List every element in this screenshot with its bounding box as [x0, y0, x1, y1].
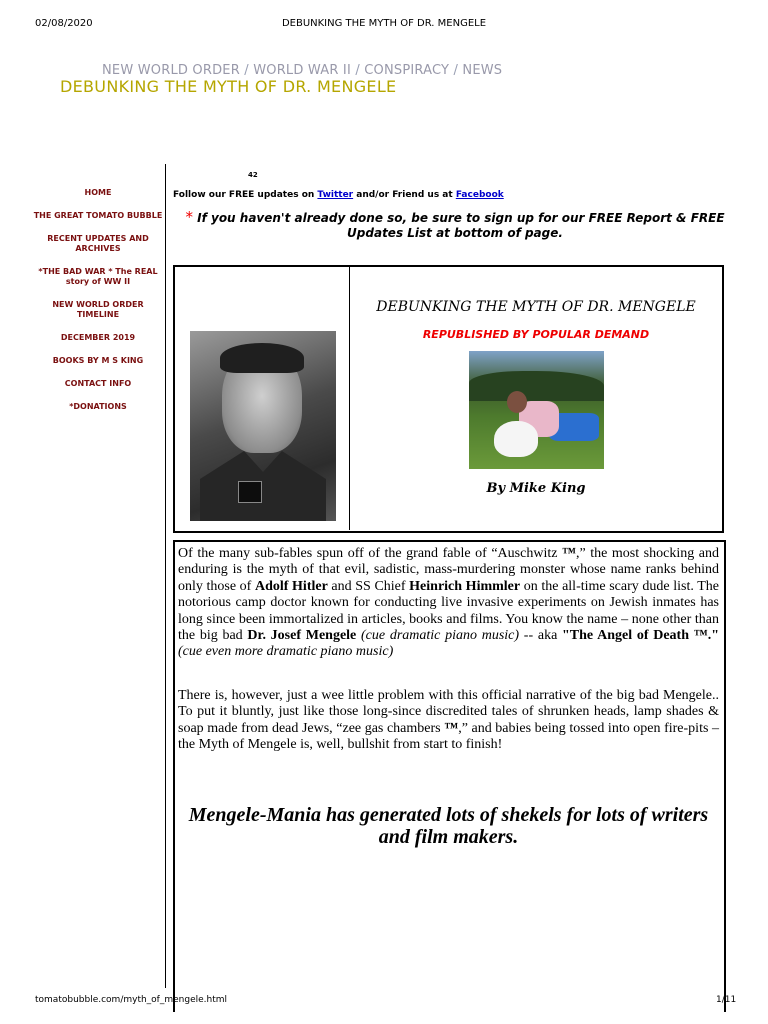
sidebar-item-december-2019[interactable]: DECEMBER 2019 — [60, 333, 136, 342]
signup-notice — [180, 210, 730, 241]
print-date: 02/08/2020 — [35, 18, 93, 29]
republished-banner: REPUBLISHED BY POPULAR DEMAND — [422, 328, 650, 341]
share-counter: 42 — [248, 171, 258, 179]
sidebar-item-books[interactable]: BOOKS BY M S KING — [52, 356, 144, 365]
follow-line — [173, 190, 504, 200]
print-title: DEBUNKING THE MYTH OF DR. MENGELE — [281, 18, 487, 29]
pull-quote: Mengele-Mania has generated lots of shekels for lots of writers and film makers. — [188, 804, 709, 848]
print-url: tomatobubble.com/myth_of_mengele.html — [35, 995, 228, 1005]
sidebar-item-contact[interactable]: CONTACT INFO — [64, 379, 132, 388]
paragraph-2: There is, however, just a wee little problem with this official narrative of the big bad Mengele.. To put it bluntly, just like those long-since discredited tales of shrunken heads, lamp shades & soap made from dead Jews, “zee gas chambers ™,” and babies being tossed into open fire-pits – the Myth of Mengele is, well, bullshit from start to finish! — [178, 688, 719, 753]
sidebar-item-recent-updates[interactable]: RECENT UPDATES AND ARCHIVES — [47, 234, 149, 253]
breadcrumb-separator: / — [239, 63, 254, 78]
byline: By Mike King — [486, 481, 586, 496]
header-box-divider — [349, 267, 350, 530]
twitter-link[interactable]: Twitter — [317, 190, 354, 200]
breadcrumb-world-war-ii[interactable]: WORLD WAR II — [253, 63, 351, 78]
breadcrumb-conspiracy[interactable]: CONSPIRACY — [364, 63, 450, 78]
asterisk: * — [185, 208, 193, 226]
breadcrumb-separator: / — [449, 63, 463, 78]
author-photo-image — [469, 351, 604, 469]
sidebar-nav — [30, 188, 166, 425]
sidebar-item-bad-war[interactable]: *THE BAD WAR * The REAL story of WW II — [38, 267, 158, 286]
signup-notice-text: If you haven't already done so, be sure to sign up for our FREE Report & FREE Updates List at bottom of page. — [192, 211, 725, 240]
sidebar-item-donations[interactable]: *DONATIONS — [69, 402, 127, 411]
site-title: DEBUNKING THE MYTH OF DR. MENGELE — [60, 77, 397, 96]
sidebar-item-great-tomato-bubble[interactable]: THE GREAT TOMATO BUBBLE — [33, 211, 163, 220]
mengele-portrait-image — [190, 331, 336, 521]
article-title: DEBUNKING THE MYTH OF DR. MENGELE — [376, 299, 696, 315]
facebook-link[interactable]: Facebook — [455, 190, 504, 200]
sidebar-item-home[interactable]: HOME — [84, 188, 112, 197]
follow-middle: and/or Friend us at — [353, 190, 456, 200]
breadcrumb-separator: / — [350, 63, 365, 78]
paragraph-1: Of the many sub-fables spun off of the grand fable of “Auschwitz ™,” the most shocking and enduring is the myth of that evil, sadistic, mass-murdering monster whose name ranks behind only those of Adolf Hitler and SS Chief Heinrich Himmler on the all-time scary dude list. The notorious camp doctor known for conducting live invasive experiments on Jewish inmates has long since been immortalized in articles, books and films. You know the name – none other than the big bad Dr. Josef Mengele (cue dramatic piano music) -- aka "The Angel of Death ™." (cue even more dramatic piano music) — [178, 546, 719, 660]
print-page-number: 1/11 — [716, 995, 737, 1005]
sidebar-item-nwo-timeline[interactable]: NEW WORLD ORDER TIMELINE — [52, 300, 144, 319]
breadcrumb-news[interactable]: NEWS — [462, 63, 503, 78]
breadcrumb — [102, 63, 502, 78]
breadcrumb-new-world-order[interactable]: NEW WORLD ORDER — [102, 63, 240, 78]
follow-prefix: Follow our FREE updates on — [173, 190, 318, 200]
